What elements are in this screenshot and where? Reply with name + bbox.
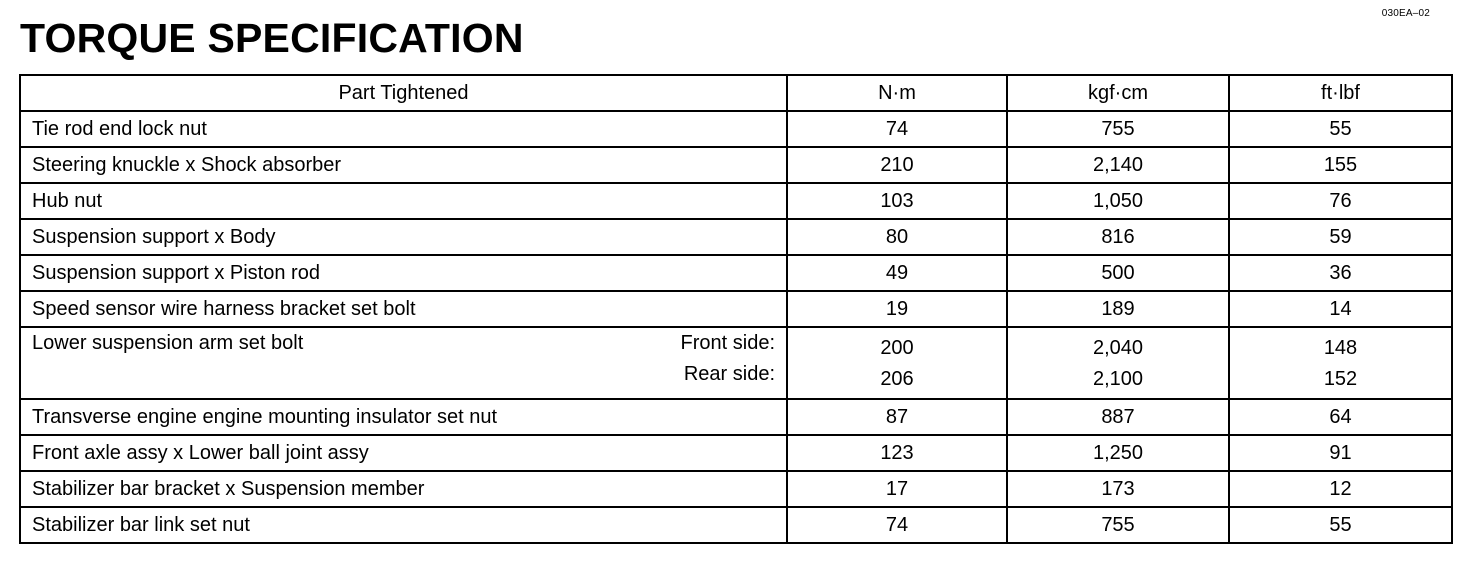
nm-cell: 19 — [787, 291, 1007, 327]
table-row — [20, 219, 1452, 255]
part-cell — [20, 327, 787, 399]
ftlbf-cell: 12 — [1229, 471, 1452, 507]
ftlbf-cell — [1229, 327, 1452, 399]
table-row-split — [20, 327, 1452, 399]
kgfcm-cell: 500 — [1007, 255, 1229, 291]
ftlbf-cell: 76 — [1229, 183, 1452, 219]
table-row — [20, 183, 1452, 219]
ftlbf-cell: 91 — [1229, 435, 1452, 471]
kgfcm-cell: 1,050 — [1007, 183, 1229, 219]
part-cell: Suspension support x Piston rod — [20, 255, 787, 291]
table-row — [20, 147, 1452, 183]
ftlbf-cell: 55 — [1229, 111, 1452, 147]
nm-cell: 74 — [787, 111, 1007, 147]
kgfcm-cell: 816 — [1007, 219, 1229, 255]
header-kgfcm: kgf·cm — [1007, 75, 1229, 111]
nm-cell: 80 — [787, 219, 1007, 255]
page-title: TORQUE SPECIFICATION — [20, 15, 524, 61]
part-cell: Speed sensor wire harness bracket set bolt — [20, 291, 787, 327]
rear-side-label: Rear side: — [683, 363, 775, 385]
part-cell: Transverse engine engine mounting insulator set nut — [20, 399, 787, 435]
nm-front-value: 200 — [880, 336, 914, 359]
part-cell: Steering knuckle x Shock absorber — [20, 147, 787, 183]
kgfcm-front-value: 2,040 — [1092, 336, 1144, 359]
nm-cell: 74 — [787, 507, 1007, 543]
kgfcm-cell — [1007, 327, 1229, 399]
ftlbf-cell: 14 — [1229, 291, 1452, 327]
nm-cell: 123 — [787, 435, 1007, 471]
header-nm: N·m — [787, 75, 1007, 111]
nm-cell: 103 — [787, 183, 1007, 219]
header-part-tightened: Part Tightened — [20, 75, 787, 111]
kgfcm-cell: 189 — [1007, 291, 1229, 327]
document-code: 030EA–02 — [1381, 8, 1430, 19]
ftlbf-cell: 36 — [1229, 255, 1452, 291]
table-row — [20, 435, 1452, 471]
part-cell: Tie rod end lock nut — [20, 111, 787, 147]
part-cell: Stabilizer bar link set nut — [20, 507, 787, 543]
kgfcm-cell: 755 — [1007, 507, 1229, 543]
nm-cell: 17 — [787, 471, 1007, 507]
table-row — [20, 507, 1452, 543]
kgfcm-cell: 2,140 — [1007, 147, 1229, 183]
nm-rear-value: 206 — [880, 367, 914, 390]
kgfcm-cell: 1,250 — [1007, 435, 1229, 471]
part-cell: Stabilizer bar bracket x Suspension member — [20, 471, 787, 507]
nm-cell: 210 — [787, 147, 1007, 183]
table-row — [20, 291, 1452, 327]
table-header-row — [20, 75, 1452, 111]
table-row — [20, 111, 1452, 147]
nm-cell: 49 — [787, 255, 1007, 291]
part-cell: Hub nut — [20, 183, 787, 219]
table-row — [20, 255, 1452, 291]
table-row — [20, 399, 1452, 435]
side-labels — [681, 331, 775, 393]
header-ftlbf: ft·lbf — [1229, 75, 1452, 111]
kgfcm-cell: 887 — [1007, 399, 1229, 435]
kgfcm-cell: 755 — [1007, 111, 1229, 147]
part-name: Lower suspension arm set bolt — [32, 332, 304, 354]
kgfcm-cell: 173 — [1007, 471, 1229, 507]
front-side-label: Front side: — [680, 332, 775, 354]
torque-spec-table — [19, 74, 1453, 544]
ftlbf-cell: 55 — [1229, 507, 1452, 543]
nm-cell: 87 — [787, 399, 1007, 435]
ftlbf-cell: 59 — [1229, 219, 1452, 255]
ftlbf-cell: 64 — [1229, 399, 1452, 435]
ftlbf-cell: 155 — [1229, 147, 1452, 183]
nm-cell — [787, 327, 1007, 399]
kgfcm-rear-value: 2,100 — [1092, 367, 1144, 390]
table-row — [20, 471, 1452, 507]
ftlbf-front-value: 148 — [1323, 336, 1358, 359]
part-cell: Suspension support x Body — [20, 219, 787, 255]
ftlbf-rear-value: 152 — [1323, 367, 1358, 390]
part-cell: Front axle assy x Lower ball joint assy — [20, 435, 787, 471]
